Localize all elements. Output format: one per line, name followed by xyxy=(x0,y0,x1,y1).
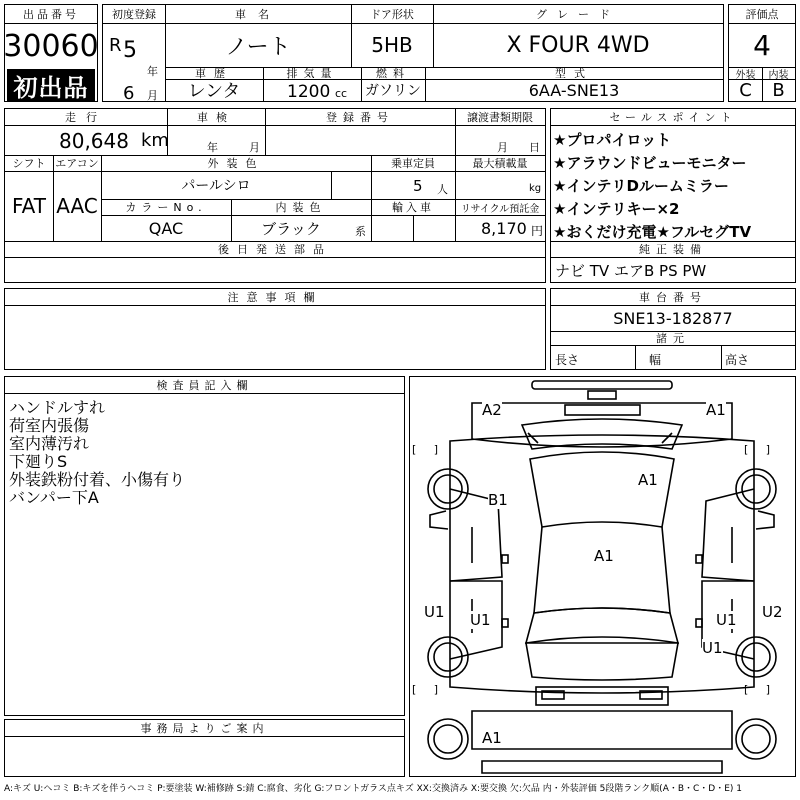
car-name: ノート xyxy=(225,34,291,60)
damage-mark: U1 xyxy=(470,611,491,629)
color-number: QAC xyxy=(148,218,184,238)
color-no-label: カラーNo. xyxy=(125,201,207,214)
max-load-unit: kg xyxy=(529,183,542,194)
damage-diagram xyxy=(409,376,796,777)
inspector-line-2: 荷室内張傷 xyxy=(9,416,90,435)
chassis-box xyxy=(550,288,796,370)
car-name-label: 車名 xyxy=(235,8,281,21)
transfer-label: 譲渡書類期限 xyxy=(467,111,533,124)
lot-number-label: 出品番号 xyxy=(23,8,79,21)
int-color: ブラック xyxy=(261,219,321,238)
interior-label: 内装 xyxy=(768,69,789,81)
chassis-label: 車台番号 xyxy=(639,291,707,304)
recycle-label: リサイクル預託金 xyxy=(460,203,540,215)
damage-mark: B1 xyxy=(488,491,508,509)
mileage-label: 走行 xyxy=(65,111,107,124)
import-label: 輸入車 xyxy=(392,201,434,214)
displacement-unit: cc xyxy=(335,87,348,100)
inspector-label: 検査員記入欄 xyxy=(156,379,253,392)
door-type: 5HB xyxy=(371,33,413,57)
capacity: 5 xyxy=(413,177,423,195)
car-outline xyxy=(410,377,795,776)
score-box xyxy=(728,4,796,102)
model-code: 6AA-SNE13 xyxy=(528,80,620,100)
displacement-label: 排気量 xyxy=(286,67,338,80)
chassis-number: SNE13-182877 xyxy=(613,308,733,328)
recycle-fee: 8,170 xyxy=(481,219,527,238)
shift-label: シフト xyxy=(12,157,46,170)
grade: X FOUR 4WD xyxy=(506,32,650,58)
damage-mark: U2 xyxy=(762,603,783,621)
first-reg-month: 6 xyxy=(123,83,135,104)
inspector-line-6: バンパー下A xyxy=(9,488,99,507)
bracket-left-top: [ ] xyxy=(412,443,439,456)
int-color-label: 内装色 xyxy=(275,201,327,214)
bracket-right-top: [ ] xyxy=(744,443,771,456)
height-label: 高さ xyxy=(725,353,750,367)
inspector-line-3: 室内薄汚れ xyxy=(9,434,90,453)
vehicle-summary-table xyxy=(102,4,724,102)
later-parts-label: 後日発送部品 xyxy=(218,243,332,256)
damage-mark: U1 xyxy=(702,639,723,657)
capacity-unit: 人 xyxy=(437,183,448,196)
transfer-month: 月 xyxy=(497,141,508,154)
sales-point-4: ★インテリキー×2 xyxy=(553,200,680,218)
era: R xyxy=(109,35,122,56)
damage-mark: A1 xyxy=(706,401,726,419)
details-table xyxy=(4,108,546,283)
length-label: 長さ xyxy=(555,353,580,367)
inspection-label: 車検 xyxy=(197,111,235,124)
sales-point-2: ★アラウンドビューモニター xyxy=(553,154,747,172)
interior-grade: B xyxy=(772,79,785,101)
ext-color-label: 外装色 xyxy=(207,157,265,170)
exterior-grade: C xyxy=(739,79,752,101)
month-unit: 月 xyxy=(147,89,158,102)
inspection-month: 月 xyxy=(249,141,260,154)
air-conditioner: AAC xyxy=(56,194,98,218)
first-reg-label: 初度登録 xyxy=(112,8,156,21)
exterior-label: 外装 xyxy=(735,69,756,81)
ac-label: エアコン xyxy=(55,157,99,170)
office-box xyxy=(4,719,405,777)
int-color-unit: 系 xyxy=(355,225,366,238)
notes-box xyxy=(4,288,546,370)
notes-label: 注意事項欄 xyxy=(227,291,323,304)
inspector-box xyxy=(4,376,405,716)
lot-number: 30060 xyxy=(3,28,99,64)
dims-label: 諸元 xyxy=(656,332,690,345)
recycle-unit: 円 xyxy=(531,224,544,238)
fuel-label: 燃料 xyxy=(376,67,410,80)
inspector-line-1: ハンドルすれ xyxy=(9,398,106,417)
sales-points-label: セールスポイント xyxy=(609,111,737,124)
inspector-line-4: 下廻りS xyxy=(9,452,68,471)
damage-mark: U1 xyxy=(716,611,737,629)
lot-number-box xyxy=(4,4,98,102)
door-label: ドア形状 xyxy=(370,8,414,21)
displacement: 1200 xyxy=(287,82,331,102)
damage-mark: A2 xyxy=(482,401,502,419)
width-label: 幅 xyxy=(649,353,662,367)
fuel: ガソリン xyxy=(365,83,421,99)
inspector-line-5: 外装鉄粉付着、小傷有り xyxy=(9,470,186,489)
transfer-day: 日 xyxy=(529,141,540,154)
mileage: 80,648 xyxy=(59,129,129,153)
first-listing-badge: 初出品 xyxy=(7,69,95,101)
max-load-label: 最大積載量 xyxy=(472,157,528,170)
history-label: 車歴 xyxy=(195,67,233,80)
first-reg-year: 5 xyxy=(123,38,137,63)
ext-color: パールシロ xyxy=(181,178,251,194)
score-value: 4 xyxy=(753,28,771,62)
inspection-year: 年 xyxy=(207,141,218,154)
damage-mark: A1 xyxy=(638,471,658,489)
equipment-value: ナビ TV エアB PS PW xyxy=(555,262,707,280)
office-label: 事務局よりご案内 xyxy=(140,722,269,735)
sales-point-1: ★プロパイロット xyxy=(553,131,672,149)
score-label: 評価点 xyxy=(745,8,779,21)
year-unit: 年 xyxy=(147,65,158,78)
mileage-unit: km xyxy=(141,130,169,151)
shift: FAT xyxy=(11,194,46,218)
capacity-label: 乗車定員 xyxy=(391,157,435,170)
model-label: 型式 xyxy=(555,67,593,80)
bracket-left-bottom: [ ] xyxy=(412,683,439,696)
grade-label: グレード xyxy=(536,8,620,21)
damage-mark: A1 xyxy=(482,729,502,747)
vehicle-history: レンタ xyxy=(187,81,241,102)
equipment-label: 純正装備 xyxy=(639,243,707,256)
legend: A:キズ U:ヘコミ B:キズを伴うヘコミ P:要塗装 W:補修跡 S:錆 C:腐食、劣化 G:フロントガラス点キズ XX:交換済み X:要交換 欠:欠品 内・外装評価 5段階ランク順(A・B・C・D・E) 1 xyxy=(4,784,743,794)
reg-no-label: 登録番号 xyxy=(326,111,394,124)
sales-point-5: ★おくだけ充電★フルセグTV xyxy=(553,223,752,241)
damage-mark: A1 xyxy=(594,547,614,565)
damage-mark: U1 xyxy=(424,603,445,621)
sales-points-box xyxy=(550,108,796,283)
sales-point-3: ★インテリDルームミラー xyxy=(553,177,729,195)
bracket-right-bottom: [ ] xyxy=(744,683,771,696)
